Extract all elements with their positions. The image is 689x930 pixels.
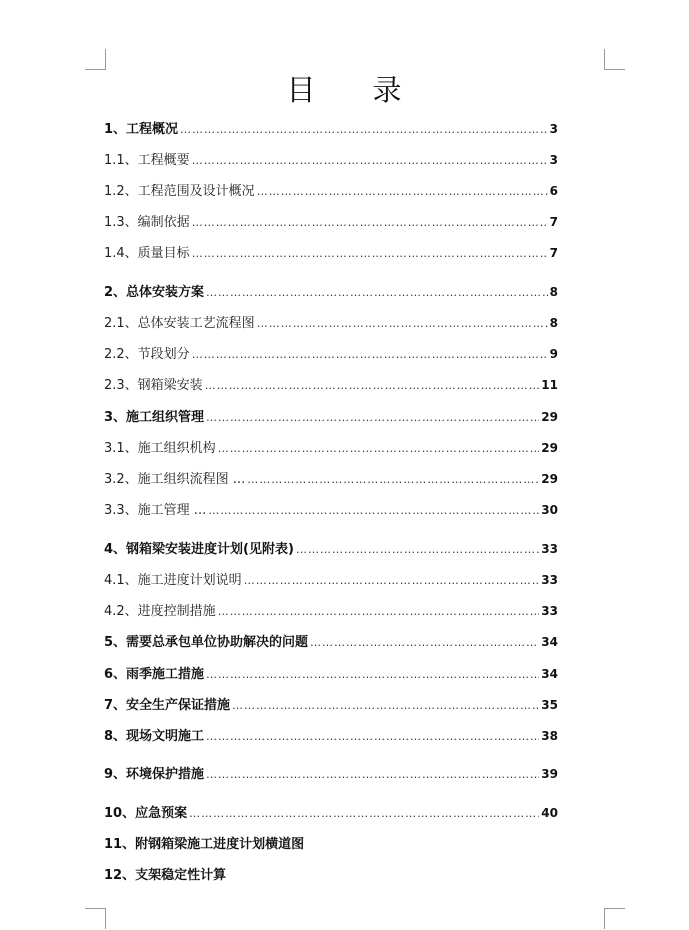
toc-dot-leader	[257, 317, 548, 330]
toc-entry-title: 3.1、施工组织机构	[104, 441, 216, 456]
toc-entry[interactable]	[104, 631, 558, 651]
toc-dot-leader	[232, 699, 539, 712]
toc-entry-title: 6、雨季施工措施	[104, 667, 205, 682]
toc-page-number: 33	[541, 604, 558, 618]
toc-dot-leader	[206, 730, 539, 743]
toc-dot-leader	[192, 216, 548, 229]
toc-entry-title: 3.2、施工组织流程图 ...	[104, 472, 246, 487]
toc-entry[interactable]	[104, 281, 558, 301]
toc-entry[interactable]	[104, 663, 558, 683]
toc-page-number: 7	[549, 215, 558, 229]
toc-dot-leader	[180, 123, 548, 136]
toc-page-number: 8	[549, 285, 558, 299]
toc-entry[interactable]	[104, 725, 558, 745]
toc-dot-leader	[257, 185, 548, 198]
toc-entry[interactable]	[104, 600, 558, 620]
toc-entry[interactable]	[104, 468, 558, 488]
page-corner-mark-bottom-right	[604, 908, 625, 929]
toc-page-number: 38	[541, 729, 558, 743]
toc-entry-title: 4.1、施工进度计划说明	[104, 573, 242, 588]
toc-entry[interactable]	[104, 242, 558, 262]
toc-dot-leader	[189, 807, 539, 820]
toc-page-number: 29	[541, 410, 558, 424]
toc-entry-title: 5、需要总承包单位协助解决的问题	[104, 635, 309, 650]
toc-entry[interactable]	[104, 538, 558, 558]
toc-entry[interactable]	[104, 833, 558, 853]
toc-entry[interactable]	[104, 499, 558, 519]
toc-dot-leader	[206, 668, 539, 681]
toc-page-number: 34	[541, 667, 558, 681]
toc-page-number: 29	[541, 441, 558, 455]
toc-page-number: 40	[541, 806, 558, 820]
toc-entry-title: 1、工程概况	[104, 122, 179, 137]
toc-page-number: 3	[549, 153, 558, 167]
toc-entry[interactable]	[104, 694, 558, 714]
toc-dot-leader	[205, 379, 540, 392]
toc-dot-leader	[244, 574, 540, 587]
toc-entry-title: 8、现场文明施工	[104, 729, 205, 744]
toc-dot-leader	[206, 411, 539, 424]
toc-page-number: 9	[549, 347, 558, 361]
toc-dot-leader	[192, 348, 548, 361]
toc-entry[interactable]	[104, 180, 558, 200]
toc-dot-leader	[218, 605, 540, 618]
toc-dot-leader	[206, 768, 539, 781]
toc-entry[interactable]	[104, 374, 558, 394]
toc-dot-leader	[192, 154, 548, 167]
toc-entry-title: 3、施工组织管理	[104, 410, 205, 425]
toc-entry[interactable]	[104, 343, 558, 363]
toc-entry-title: 1.4、质量目标	[104, 246, 190, 261]
toc-entry-title: 12、支架稳定性计算	[104, 868, 227, 883]
toc-dot-leader	[218, 442, 540, 455]
toc-entry-title: 4、钢箱梁安装进度计划(见附表)	[104, 542, 294, 557]
title-char-2: 录	[372, 73, 403, 107]
toc-page-number: 29	[541, 472, 558, 486]
page-corner-mark-bottom-left	[85, 908, 106, 929]
toc-entry[interactable]	[104, 118, 558, 138]
toc-dot-leader	[296, 543, 539, 556]
toc-entry-title: 4.2、进度控制措施	[104, 604, 216, 619]
toc-entry[interactable]	[104, 211, 558, 231]
toc-page-number: 11	[541, 378, 558, 392]
toc-entry[interactable]	[104, 864, 558, 884]
toc-entry-title: 3.3、施工管理 ...	[104, 503, 207, 518]
page-corner-mark-top-left	[85, 49, 106, 70]
toc-entry-title: 2.3、钢箱梁安装	[104, 378, 203, 393]
toc-entry-title: 2.2、节段划分	[104, 347, 190, 362]
toc-page-number: 33	[541, 573, 558, 587]
page-title	[0, 68, 689, 109]
toc-page-number: 7	[549, 246, 558, 260]
toc-entry[interactable]	[104, 149, 558, 169]
toc-page-number: 35	[541, 698, 558, 712]
toc-entry-title: 1.3、编制依据	[104, 215, 190, 230]
toc-entry-title: 7、安全生产保证措施	[104, 698, 231, 713]
toc-dot-leader	[208, 504, 539, 517]
title-char-1: 目	[286, 73, 317, 107]
toc-entry-title: 10、应急预案	[104, 806, 188, 821]
toc-entry[interactable]	[104, 569, 558, 589]
toc-entry-title: 11、附钢箱梁施工进度计划横道图	[104, 837, 305, 852]
toc-entry-title: 9、环境保护措施	[104, 767, 205, 782]
toc-dot-leader	[192, 247, 548, 260]
toc-entry-title: 1.1、工程概要	[104, 153, 190, 168]
toc-dot-leader	[310, 636, 539, 649]
toc-dot-leader	[206, 286, 548, 299]
page-corner-mark-top-right	[604, 49, 625, 70]
toc-page-number: 30	[541, 503, 558, 517]
toc-page-number: 8	[549, 316, 558, 330]
toc-page-number: 6	[549, 184, 558, 198]
toc-entry-title: 2.1、总体安装工艺流程图	[104, 316, 255, 331]
toc-page-number: 39	[541, 767, 558, 781]
toc-page-number: 3	[549, 122, 558, 136]
toc-entry[interactable]	[104, 312, 558, 332]
toc-dot-leader	[247, 473, 539, 486]
toc-entry-title: 2、总体安装方案	[104, 285, 205, 300]
toc-entry[interactable]	[104, 406, 558, 426]
toc-entry[interactable]	[104, 437, 558, 457]
toc-entry[interactable]	[104, 802, 558, 822]
toc-page-number: 33	[541, 542, 558, 556]
toc-entry-title: 1.2、工程范围及设计概况	[104, 184, 255, 199]
toc-entry[interactable]	[104, 763, 558, 783]
toc-page-number: 34	[541, 635, 558, 649]
